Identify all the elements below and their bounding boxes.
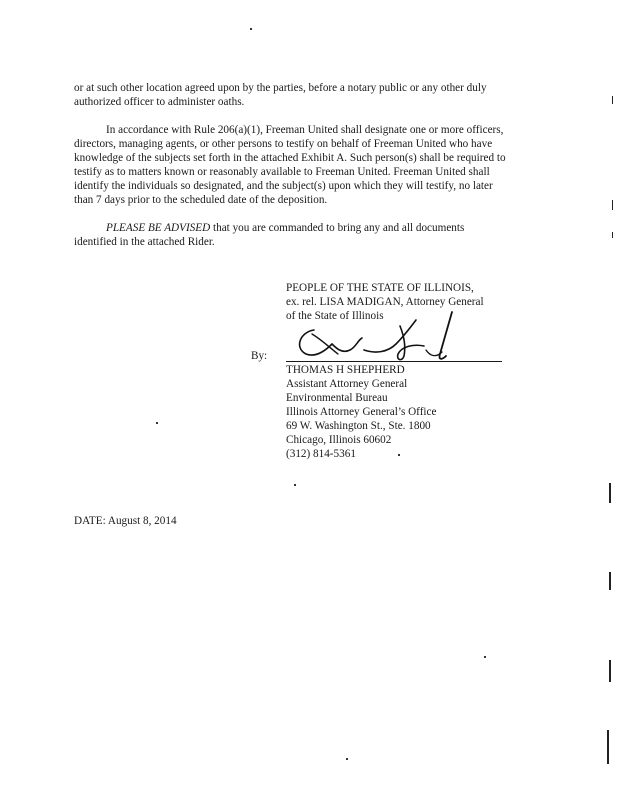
scan-mark — [612, 96, 613, 104]
party-line-2: ex. rel. LISA MADIGAN, Attorney General — [286, 296, 484, 308]
scan-speck — [294, 484, 296, 486]
date-line: DATE: August 8, 2014 — [74, 515, 177, 527]
handwritten-signature — [292, 310, 472, 366]
scan-mark — [612, 200, 613, 210]
rule-line-5: identify the individuals so designated, and the subject(s) upon which they will testify, no later — [74, 180, 493, 192]
signer-bureau: Environmental Bureau — [286, 392, 388, 404]
scan-mark — [607, 730, 609, 764]
scan-speck — [484, 656, 486, 658]
signer-title: Assistant Attorney General — [286, 378, 408, 390]
scan-speck — [156, 422, 158, 424]
advised-lead: PLEASE BE ADVISED — [106, 222, 211, 234]
signer-phone: (312) 814-5361 — [286, 448, 356, 460]
party-line-3: of the State of Illinois — [286, 310, 384, 322]
scan-speck — [250, 28, 252, 30]
rule-line-6: than 7 days prior to the scheduled date of the deposition. — [74, 194, 328, 206]
advised-rest: that you are commanded to bring any and all documents — [210, 222, 465, 234]
signer-city: Chicago, Illinois 60602 — [286, 434, 392, 446]
rule-line-3: knowledge of the subjects set forth in the attached Exhibit A. Such person(s) shall be required to — [74, 152, 506, 164]
signature-line — [286, 361, 502, 362]
rule-line-1: In accordance with Rule 206(a)(1), Freeman United shall designate one or more officers, — [106, 124, 504, 136]
intro-line-1: or at such other location agreed upon by the parties, before a notary public or any other duly — [74, 82, 487, 94]
scan-mark — [609, 572, 611, 590]
signer-name: THOMAS H SHEPHERD — [286, 364, 405, 376]
advised-line-2: identified in the attached Rider. — [74, 236, 215, 248]
scan-speck — [398, 454, 400, 456]
signer-street: 69 W. Washington St., Ste. 1800 — [286, 420, 431, 432]
scan-mark — [609, 483, 611, 503]
rule-line-4: testify as to matters known or reasonably available to Freeman United. Freeman United shall — [74, 166, 490, 178]
by-label: By: — [251, 350, 268, 362]
party-line-1: PEOPLE OF THE STATE OF ILLINOIS, — [286, 282, 474, 294]
advised-line-1 — [106, 222, 464, 235]
signer-office: Illinois Attorney General’s Office — [286, 406, 437, 418]
rule-line-2: directors, managing agents, or other persons to testify on behalf of Freeman United who have — [74, 138, 493, 150]
scan-speck — [346, 758, 348, 760]
intro-line-2: authorized officer to administer oaths. — [74, 96, 245, 108]
scan-mark — [609, 660, 611, 682]
scan-mark — [612, 232, 613, 238]
